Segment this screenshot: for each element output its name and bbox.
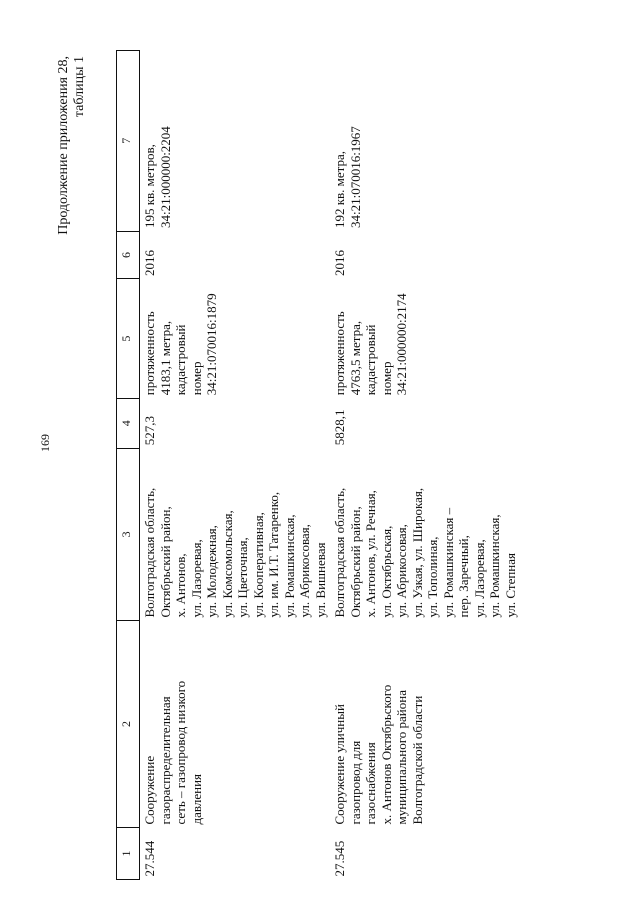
text-line: Волгоградская область, <box>142 487 157 618</box>
text-line: давления <box>188 773 204 825</box>
caption-line-2: таблицы 1 <box>72 56 87 118</box>
text-line: 192 кв. метра, <box>332 150 347 229</box>
object-land <box>330 51 520 232</box>
text-line: 4763,5 метра, <box>347 320 363 396</box>
object-characteristics <box>140 279 331 398</box>
object-name <box>330 621 520 828</box>
text-line: ул. Ромашкинская, <box>281 514 297 618</box>
text-line: протяженность <box>142 311 157 396</box>
text-line: х. Антонов, <box>173 553 188 618</box>
text-line: кадастровый <box>363 324 378 396</box>
text-line: х. Антонов Октябрьского <box>378 684 394 825</box>
header-col-3: 3 <box>117 448 140 620</box>
text-line: ул. Ромашкинская, <box>487 514 502 618</box>
text-line: сеть – газопровод низкого <box>173 680 188 825</box>
text-line: ул. Лазоревая, <box>188 539 204 618</box>
header-col-4: 4 <box>117 398 140 448</box>
table-row <box>330 51 520 880</box>
row-number: 27.544 <box>142 840 157 877</box>
text-line: ул. Молодежная, <box>204 525 219 618</box>
text-line: ул. Абрикосовая, <box>297 524 312 618</box>
text-line: ул. Абрикосовая, <box>394 524 409 618</box>
object-value: 527,3 <box>142 415 157 446</box>
text-line: 34:21:000000:2204 <box>157 126 173 229</box>
header-col-6: 6 <box>117 231 140 279</box>
text-line: ул. Кооперативная, <box>250 512 266 618</box>
text-line: номер <box>378 361 394 396</box>
object-land <box>140 51 331 232</box>
caption-line-1: Продолжение приложения 28, <box>56 56 71 235</box>
text-line: газопровод для <box>347 740 363 825</box>
text-line: 34:21:000000:2174 <box>394 293 409 396</box>
text-line: 34:21:070016:1967 <box>347 126 363 229</box>
header-col-2: 2 <box>117 621 140 828</box>
text-line: Волгоградская область, <box>332 487 347 618</box>
text-line: ул. Вишневая <box>312 542 328 618</box>
text-line: ул. Комсомольская, <box>219 510 235 618</box>
text-line: 195 кв. метров, <box>142 144 157 229</box>
text-line: муниципального района <box>394 690 409 825</box>
text-line: ул. Ромашкинская – <box>440 507 456 618</box>
text-line: х. Антонов, ул. Речная, <box>363 490 378 618</box>
text-line: Сооружение <box>142 755 157 825</box>
page-number: 169 <box>38 434 52 452</box>
text-line: ул. Тополиная, <box>425 536 440 618</box>
text-line: Сооружение уличный <box>332 704 347 825</box>
text-line: Октябрьский район, <box>157 506 173 618</box>
text-line: ул. Цветочная, <box>235 537 250 618</box>
text-line: протяженность <box>332 311 347 396</box>
text-line: пер. Заречный, <box>456 535 471 618</box>
header-col-1: 1 <box>117 828 140 880</box>
text-line: номер <box>188 361 204 396</box>
text-line: Октябрьский район, <box>347 506 363 618</box>
text-line: ул. Лазоревая, <box>471 539 487 618</box>
text-line: кадастровый <box>173 324 188 396</box>
text-line: ул. Октябрьская, <box>378 525 394 618</box>
text-line: газоснабжения <box>363 742 378 825</box>
table-header-row <box>117 51 140 880</box>
object-year: 2016 <box>142 249 157 276</box>
header-col-7: 7 <box>117 51 140 232</box>
object-year: 2016 <box>332 249 347 276</box>
object-name <box>140 621 331 828</box>
text-line: газораспределительная <box>157 696 173 825</box>
table-row <box>140 51 331 880</box>
object-address <box>140 448 331 620</box>
table-caption <box>56 56 88 235</box>
object-value: 5828,1 <box>332 409 347 446</box>
text-line: ул. Степная <box>502 552 518 618</box>
text-line: 4183,1 метра, <box>157 320 173 396</box>
rotated-page-content <box>56 50 636 880</box>
object-address <box>330 448 520 620</box>
header-col-5: 5 <box>117 279 140 398</box>
property-table <box>116 50 520 880</box>
text-line: ул. им. И.Т. Татаренко, <box>266 491 281 618</box>
text-line: 34:21:070016:1879 <box>204 293 219 396</box>
text-line: Волгоградской области <box>409 695 425 825</box>
row-number: 27.545 <box>332 840 347 877</box>
text-line: ул. Узкая, ул. Широкая, <box>409 487 425 618</box>
object-characteristics <box>330 279 520 398</box>
